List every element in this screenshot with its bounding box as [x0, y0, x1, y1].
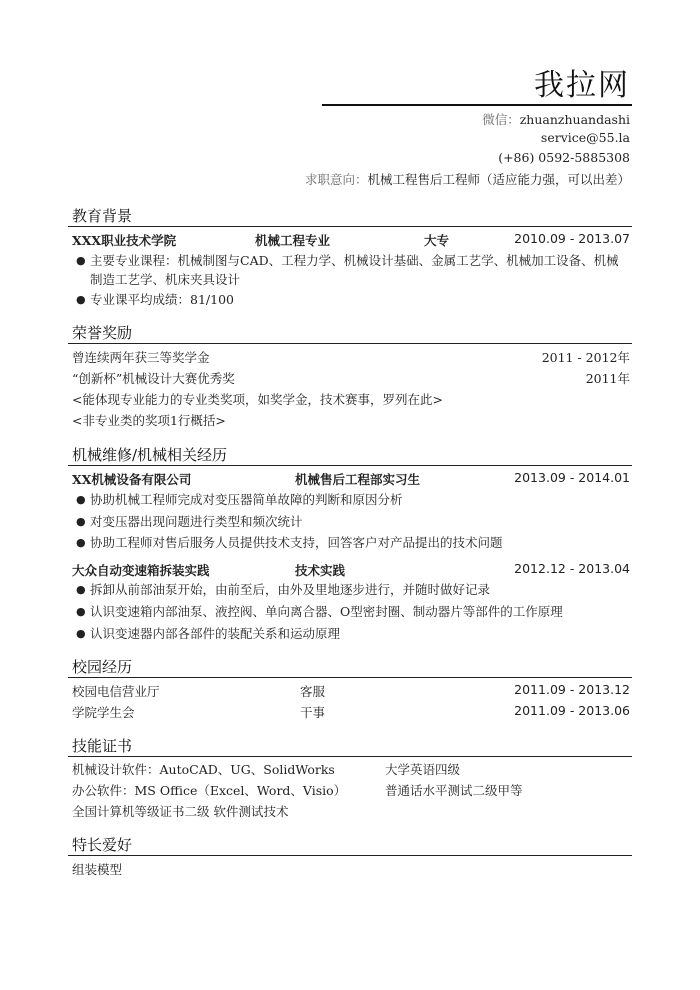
hobby-item: 组装模型 — [72, 862, 123, 877]
certificate-item: 普通话水平测试二级甲等 — [385, 783, 523, 798]
bullet-icon: ● — [76, 627, 86, 640]
candidate-name: 我拉网 — [534, 68, 630, 103]
job-header — [72, 561, 630, 581]
campus-date: 2011.09 - 2013.06 — [514, 703, 630, 718]
wechat-line — [482, 110, 630, 128]
section-title-experience: 机械维修/机械相关经历 — [72, 446, 228, 464]
honor-item: <非专业类的奖项1行概括> — [72, 413, 226, 428]
objective-text: 机械工程售后工程师（适应能力强，可以出差） — [367, 172, 630, 187]
list-item: ● 专业课平均成绩：81/100 — [76, 292, 234, 307]
campus-role: 干事 — [300, 705, 326, 720]
degree: 大专 — [424, 233, 450, 248]
campus-org: 校园电信营业厅 — [72, 684, 160, 699]
section-title-campus: 校园经历 — [72, 658, 133, 676]
job-role: 机械售后工程部实习生 — [295, 472, 421, 487]
bullet-icon: ● — [76, 536, 86, 549]
honor-item: “创新杯”机械设计大赛优秀奖 2011年 — [72, 371, 630, 386]
objective-line — [305, 170, 630, 188]
campus-item — [72, 682, 630, 702]
list-item: ● 拆卸从前部油泵开始，由前至后，由外及里地逐步进行，并随时做好记录 — [76, 582, 491, 597]
campus-org: 学院学生会 — [72, 705, 135, 720]
section-divider-experience — [68, 465, 632, 466]
honor-date: 2011年 — [585, 371, 630, 386]
phone: (+86) 0592-5885308 — [498, 150, 630, 165]
wechat-label: 微信： — [482, 112, 520, 127]
education-row — [72, 231, 630, 251]
section-title-skills: 技能证书 — [72, 737, 133, 755]
header-divider — [322, 104, 632, 106]
honor-item: <能体现专业能力的专业类奖项，如奖学金，技术赛事，罗列在此> — [72, 392, 443, 407]
bullet-icon: ● — [76, 254, 86, 267]
section-divider-hobbies — [68, 855, 632, 856]
section-divider-education — [68, 226, 632, 227]
objective-label: 求职意向： — [304, 172, 368, 187]
bullet-icon: ● — [76, 605, 86, 618]
section-title-education: 教育背景 — [72, 207, 133, 225]
skill-item: 办公软件：MS Office（Excel、Word、Visio） — [72, 783, 347, 798]
certificate-item: 大学英语四级 — [385, 762, 461, 777]
major: 机械工程专业 — [255, 233, 331, 248]
list-item: ● 认识变速箱内部油泵、液控阀、单向离合器、O型密封圈、制动器片等部件的工作原理 — [76, 604, 563, 619]
bullet-icon: ● — [76, 583, 86, 596]
wechat-id: zhuanzhuandashi — [519, 112, 630, 127]
section-title-honors: 荣誉奖励 — [72, 324, 133, 342]
list-item: ● 主要专业课程：机械制图与CAD、工程力学、机械设计基础、金属工艺学、机械加工设备、机械制造工艺学、机床夹具设计 — [76, 253, 619, 287]
section-divider-campus — [68, 677, 632, 678]
section-divider-skills — [68, 756, 632, 757]
list-item: ● 协助工程师对售后服务人员提供技术支持，回答客户对产品提出的技术问题 — [76, 535, 503, 550]
list-item: ● 认识变速器内部各部件的装配关系和运动原理 — [76, 626, 341, 641]
honor-date: 2011 - 2012年 — [541, 350, 630, 365]
skill-item: 全国计算机等级证书二级 软件测试技术 — [72, 804, 289, 819]
skill-item: 机械设计软件：AutoCAD、UG、SolidWorks — [72, 762, 335, 777]
company-name: XX机械设备有限公司 — [72, 472, 192, 487]
job-header — [72, 470, 630, 490]
job-role: 技术实践 — [295, 563, 346, 578]
list-item: ● 对变压器出现问题进行类型和频次统计 — [76, 514, 303, 529]
section-title-hobbies: 特长爱好 — [72, 836, 133, 854]
bullet-icon: ● — [76, 493, 86, 506]
email[interactable]: service@55.la — [540, 130, 630, 145]
list-item: ● 协助机械工程师完成对变压器简单故障的判断和原因分析 — [76, 492, 403, 507]
honor-item: 曾连续两年获三等奖学金 2011 - 2012年 — [72, 350, 630, 365]
campus-role: 客服 — [300, 684, 326, 699]
section-divider-honors — [68, 343, 632, 344]
company-name: 大众自动变速箱拆装实践 — [72, 563, 210, 578]
job-date: 2013.09 - 2014.01 — [514, 470, 630, 485]
bullet-icon: ● — [76, 515, 86, 528]
school-name: XXX职业技术学院 — [72, 233, 177, 248]
bullet-icon: ● — [76, 293, 86, 306]
campus-item — [72, 703, 630, 723]
education-date: 2010.09 - 2013.07 — [514, 231, 630, 246]
job-date: 2012.12 - 2013.04 — [514, 561, 630, 576]
campus-date: 2011.09 - 2013.12 — [514, 682, 630, 697]
